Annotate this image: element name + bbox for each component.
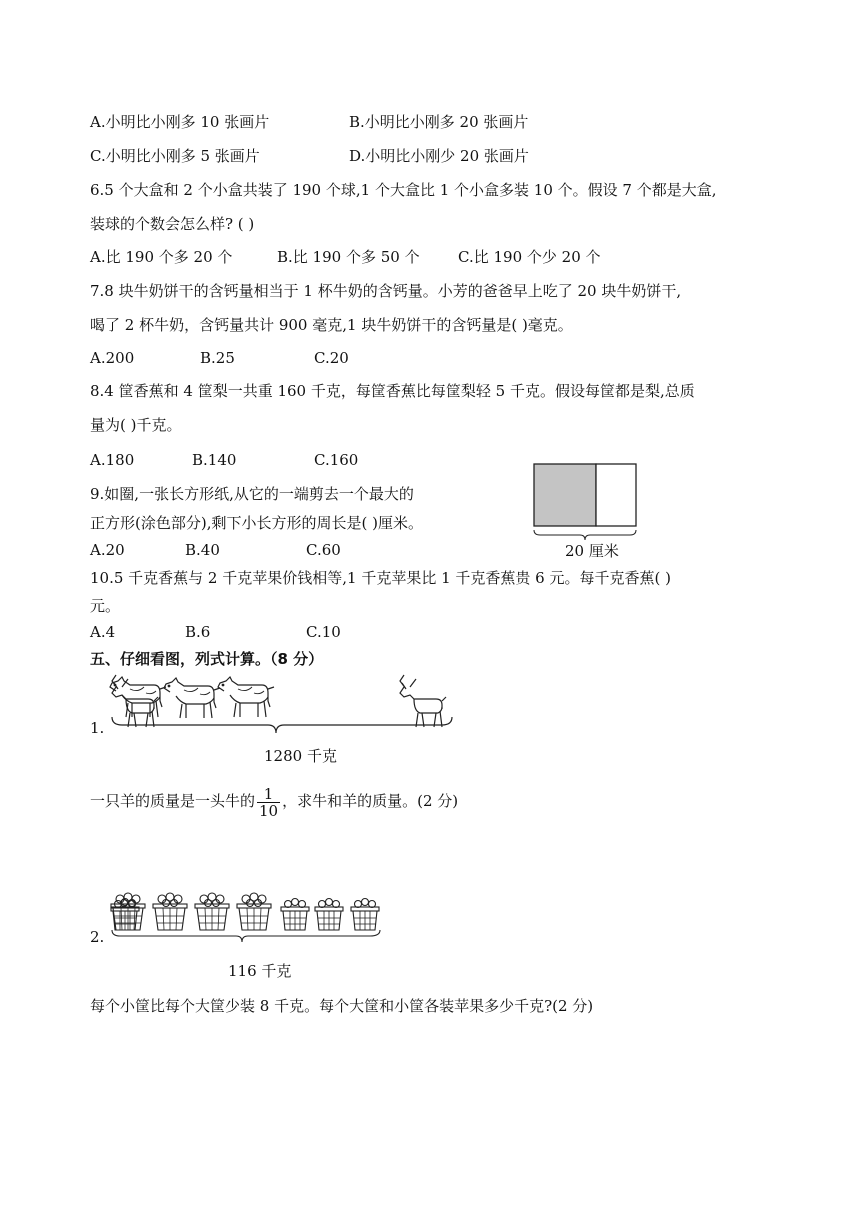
p1-animals-figure xyxy=(108,673,458,735)
q7-text-line2: 喝了 2 杯牛奶，含钙量共计 900 毫克,1 块牛奶饼干的含钙量是( )毫克。 xyxy=(90,316,573,334)
q9-figure-label: 20 厘米 xyxy=(565,542,619,560)
q6-option-c: C.比 190 个少 20 个 xyxy=(458,248,601,266)
q9-option-a: A.20 xyxy=(90,541,125,559)
q6-option-a: A.比 190 个多 20 个 xyxy=(90,248,233,266)
p1-text-before: 一只羊的质量是一头牛的 xyxy=(90,792,256,810)
q9-text-line1: 9.如圈,一张长方形纸,从它的一端剪去一个最大的 xyxy=(90,485,414,503)
q10-text-line1: 10.5 千克香蕉与 2 千克苹果价钱相等,1 千克苹果比 1 千克香蕉贵 6 元。每千克香蕉( ) xyxy=(90,569,671,587)
one-tenth-fraction xyxy=(257,786,280,819)
p2-total-label: 116 千克 xyxy=(228,962,292,980)
p2-number: 2. xyxy=(90,928,105,946)
q9-text-line2: 正方形(涂色部分),剩下小长方形的周长是( )厘米。 xyxy=(90,514,423,532)
goat-icon xyxy=(112,675,158,727)
q10-option-c: C.10 xyxy=(306,623,341,641)
q7-option-b: B.25 xyxy=(200,349,235,367)
p1-text-after: ，求牛和羊的质量。(2 分) xyxy=(282,792,459,810)
p1-question xyxy=(90,784,458,819)
q6-option-b: B.比 190 个多 50 个 xyxy=(277,248,420,266)
p1-number: 1. xyxy=(90,719,105,737)
q10-text-line2: 元。 xyxy=(90,597,121,615)
q5-option-b: B.小明比小刚多 20 张画片 xyxy=(349,113,529,131)
p2-baskets-figure xyxy=(108,892,388,944)
width-brace xyxy=(534,530,636,540)
shaded-square xyxy=(534,464,596,526)
q8-text-line2: 量为( )千克。 xyxy=(90,416,182,434)
q6-text-line1: 6.5 个大盒和 2 个小盒共装了 190 个球,1 个大盒比 1 个小盒多装 10 个。假设 7 个都是大盒, xyxy=(90,181,717,199)
q9-option-b: B.40 xyxy=(185,541,220,559)
p1-total-brace xyxy=(112,717,452,733)
p2-total-brace xyxy=(112,930,380,942)
q5-option-d: D.小明比小刚少 20 张画片 xyxy=(349,147,529,165)
fraction-denominator: 10 xyxy=(259,801,279,820)
p2-question: 每个小筐比每个大筐少装 8 千克。每个大筐和小筐各装苹果多少千克?(2 分) xyxy=(90,997,594,1015)
q9-rectangle-figure xyxy=(530,462,642,540)
q8-option-c: C.160 xyxy=(314,451,359,469)
fraction-numerator: 1 xyxy=(257,786,280,803)
q10-option-b: B.6 xyxy=(185,623,211,641)
q9-option-c: C.60 xyxy=(306,541,341,559)
q5-option-c: C.小明比小刚多 5 张画片 xyxy=(90,147,260,165)
p1-total-label: 1280 千克 xyxy=(264,747,337,765)
q7-option-a: A.200 xyxy=(90,349,135,367)
q8-text-line1: 8.4 筐香蕉和 4 筐梨一共重 160 千克，每筐香蕉比每筐梨轻 5 千克。假设每筐都是梨,总质 xyxy=(90,382,695,400)
q8-option-a: A.180 xyxy=(90,451,135,469)
remaining-rectangle xyxy=(596,464,636,526)
q6-text-line2: 装球的个数会怎么样? ( ) xyxy=(90,215,255,233)
q5-option-a: A.小明比小刚多 10 张画片 xyxy=(90,113,270,131)
q7-option-c: C.20 xyxy=(314,349,349,367)
q8-option-b: B.140 xyxy=(192,451,237,469)
q10-option-a: A.4 xyxy=(90,623,116,641)
q7-text-line1: 7.8 块牛奶饼干的含钙量相当于 1 杯牛奶的含钙量。小芳的爸爸早上吃了 20 块牛奶饼干, xyxy=(90,282,682,300)
section5-title: 五、仔细看图，列式计算。（8 分） xyxy=(90,650,324,668)
